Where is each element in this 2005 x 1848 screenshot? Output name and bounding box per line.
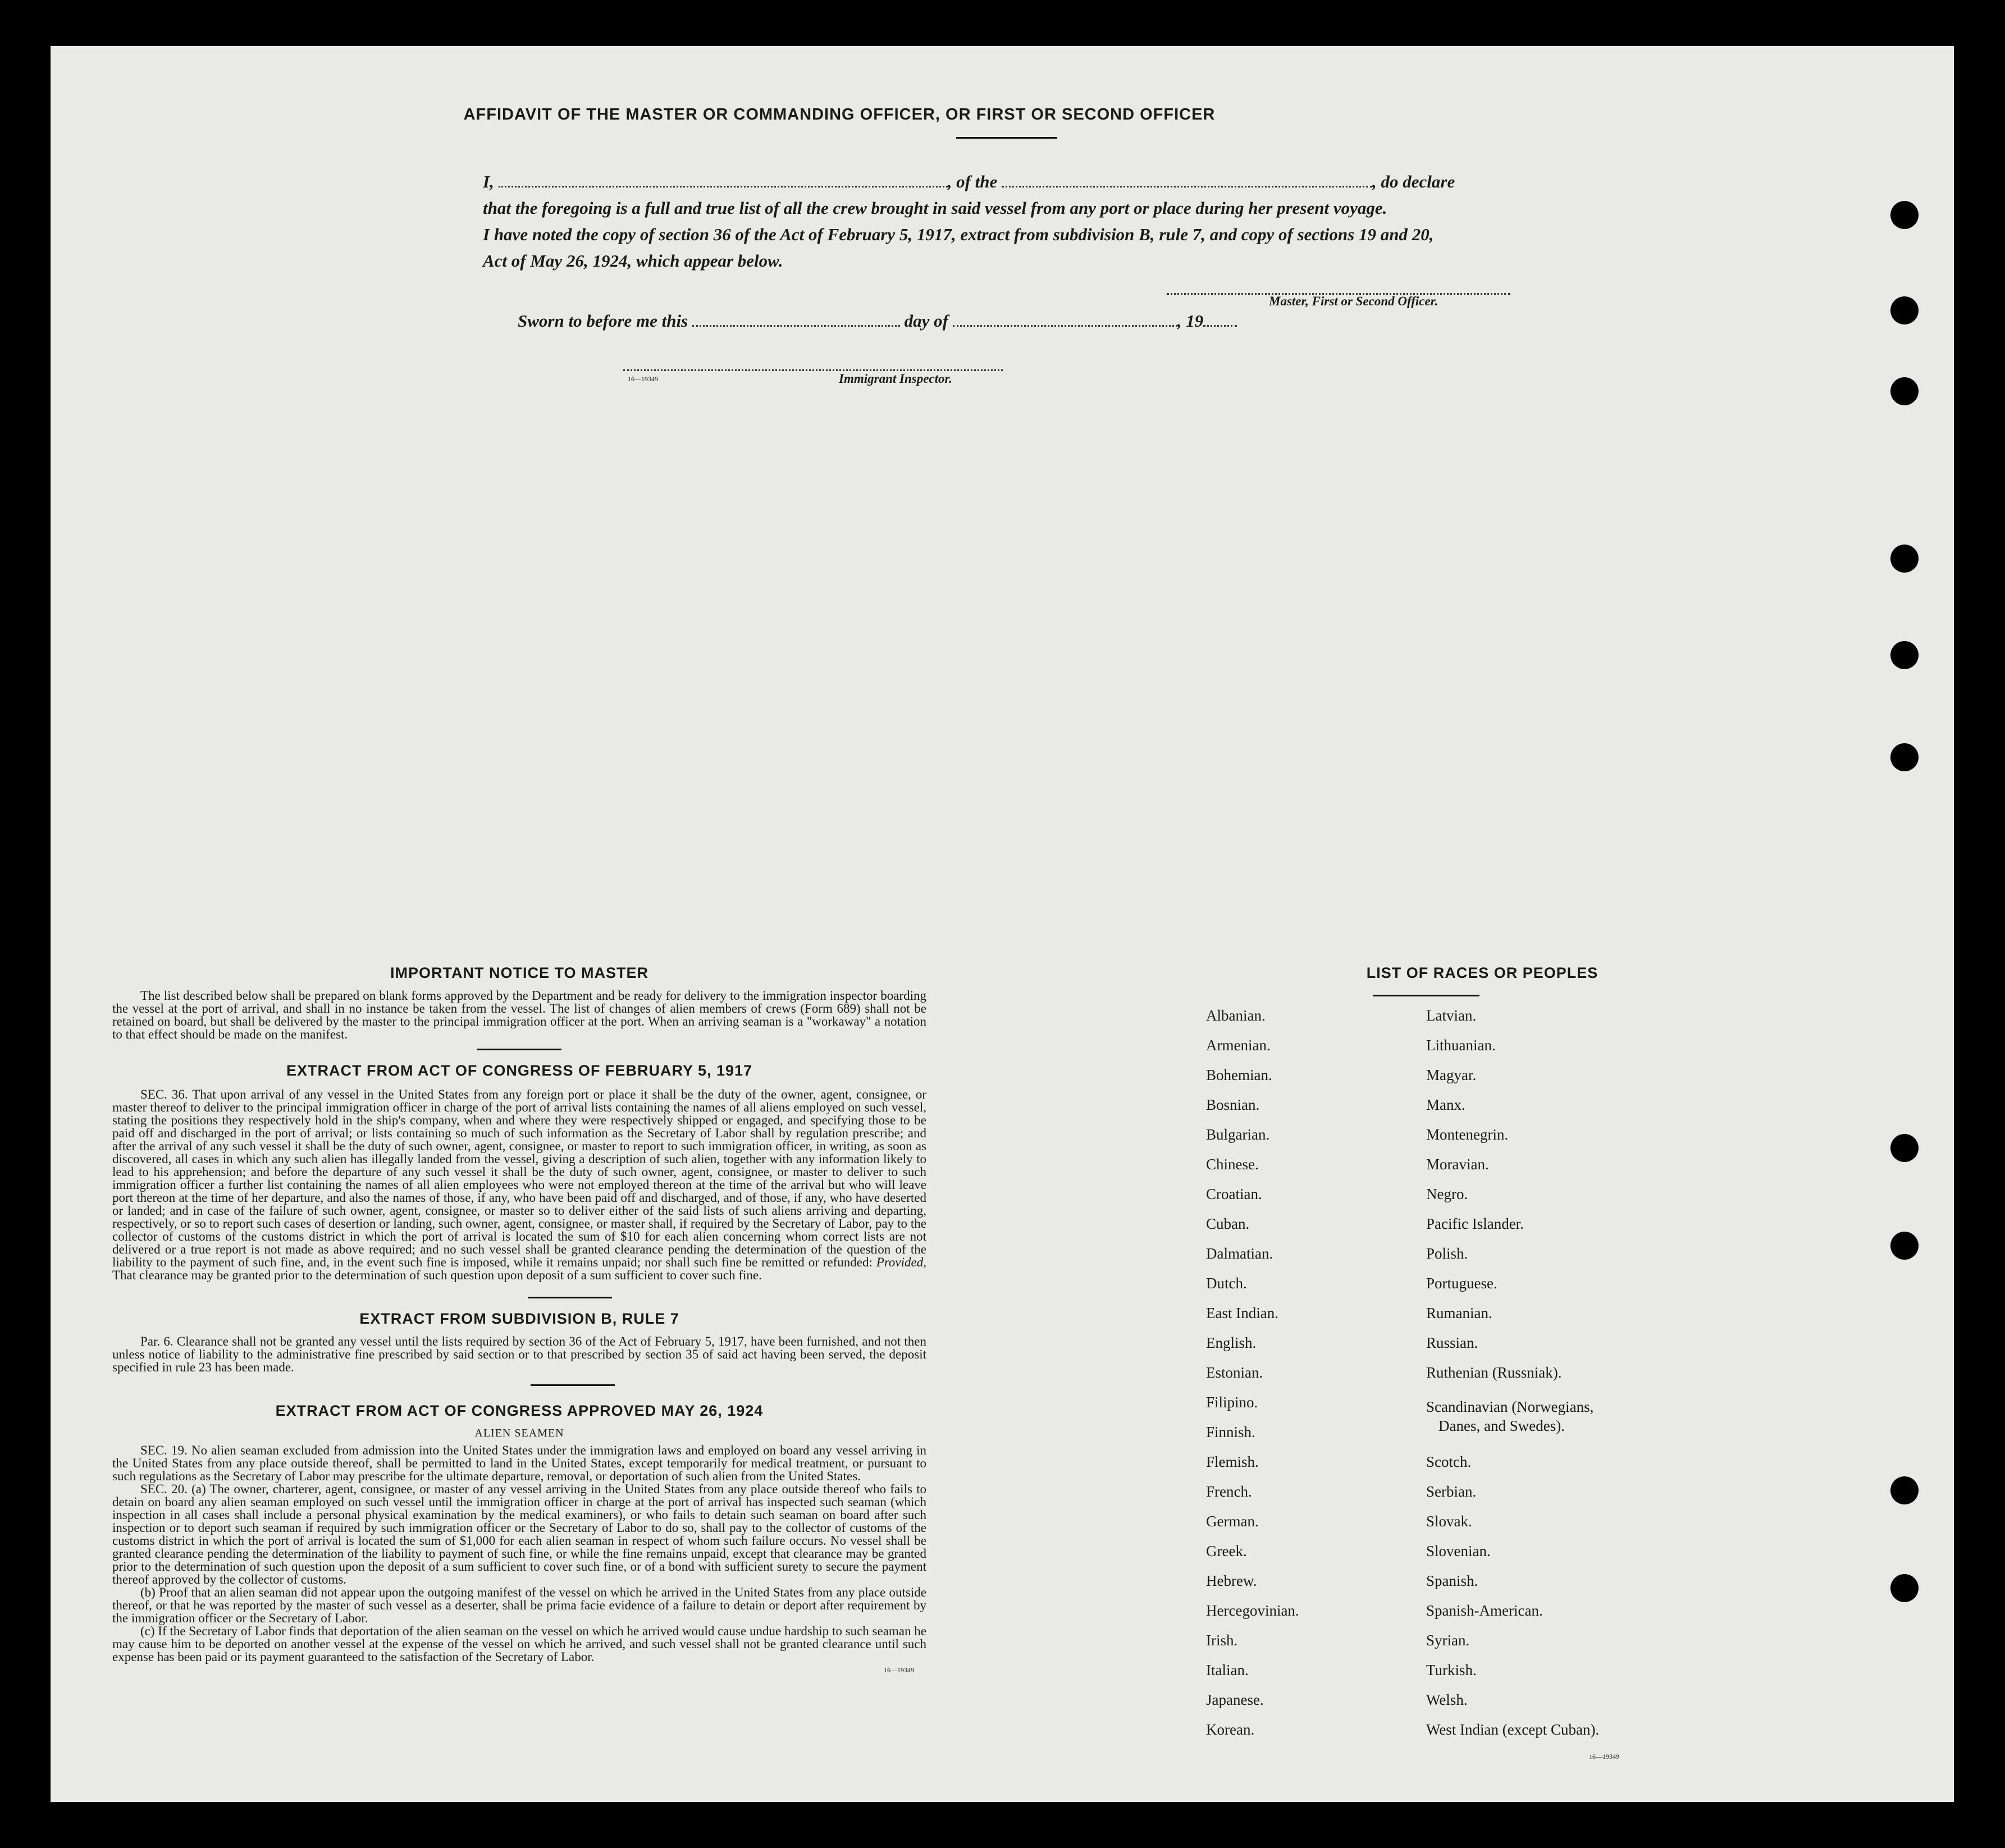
- section-rule: [477, 1049, 561, 1050]
- race-item: Bosnian.: [1206, 1096, 1260, 1113]
- race-item: Spanish-American.: [1426, 1602, 1543, 1619]
- races-column-2: [1426, 1007, 1599, 1751]
- punch-hole: [1890, 743, 1919, 771]
- races-title-rule: [1373, 995, 1479, 996]
- race-item: Slovenian.: [1426, 1543, 1491, 1559]
- punch-hole: [1890, 377, 1919, 405]
- rule-7-title: EXTRACT FROM SUBDIVISION B, RULE 7: [359, 1310, 679, 1327]
- race-item: Manx.: [1426, 1096, 1465, 1113]
- section-rule: [528, 1297, 612, 1298]
- affidavit-title: AFFIDAVIT OF THE MASTER OR COMMANDING OFFICER, OR FIRST OR SECOND OFFICER: [463, 106, 1216, 123]
- race-item: Syrian.: [1426, 1632, 1470, 1649]
- race-item: Hebrew.: [1206, 1572, 1257, 1589]
- race-item: Polish.: [1426, 1245, 1468, 1262]
- race-item: Hercegovinian.: [1206, 1602, 1299, 1619]
- race-item: Negro.: [1426, 1186, 1468, 1202]
- extract-1917-body: [112, 1088, 926, 1282]
- race-item: Cuban.: [1206, 1215, 1250, 1232]
- sworn-day-field[interactable]: [692, 325, 900, 327]
- race-item: French.: [1206, 1483, 1252, 1500]
- inspector-label: Immigrant Inspector.: [839, 372, 952, 386]
- race-item: Irish.: [1206, 1632, 1238, 1649]
- race-item: Slovak.: [1426, 1513, 1472, 1530]
- document-sheet: [51, 46, 1954, 1802]
- sworn-label: Sworn to before me this: [518, 311, 688, 331]
- race-item: Korean.: [1206, 1721, 1255, 1738]
- race-item: Montenegrin.: [1426, 1126, 1509, 1143]
- race-item: Finnish.: [1206, 1424, 1255, 1440]
- sworn-line: [518, 311, 1237, 331]
- race-item: Flemish.: [1206, 1453, 1259, 1470]
- punch-hole: [1890, 1232, 1919, 1260]
- notice-paragraph: The list described below shall be prepared on blank forms approved by the Department and be ready for delivery to the immigration inspector boarding the vessel at the port of arrival, and shall in no instance be taken from the vessel. The list of changes of alien members of crews (Form 689) shall not be retained on board, but shall be delivered by the master to the principal immigration officer at the port. When an arriving seaman is a "workaway" a notation to that effect should be made on the manifest.: [112, 989, 926, 1041]
- sworn-year-prefix: , 19: [1177, 311, 1204, 331]
- notice-body: [112, 989, 926, 1041]
- declaration-line-1: [483, 168, 1583, 195]
- race-item: Lithuanian.: [1426, 1037, 1496, 1054]
- section-rule: [531, 1384, 615, 1386]
- vessel-name-field[interactable]: [1002, 186, 1372, 187]
- declaration-of: , of the: [947, 172, 998, 191]
- declaration-line-2: that the foregoing is a full and true list of all the crew brought in said vessel from any port or place during her present voyage.: [483, 198, 1387, 218]
- rule-7-paragraph: Par. 6. Clearance shall not be granted any vessel until the lists required by section 36 of the Act of February 5, 1917, have been furnished, and not then unless notice of liability to the administrative fine prescribed by said section or to that prescribed by section 35 of said act having been served, the deposit specified in rule 23 has been made.: [112, 1334, 926, 1374]
- declaration-i: I,: [483, 172, 494, 191]
- punch-hole: [1890, 1134, 1919, 1162]
- race-item: Magyar.: [1426, 1067, 1477, 1083]
- declaration-line-3: I have noted the copy of section 36 of the Act of February 5, 1917, extract from subdivision B, rule 7, and copy of sections 19 and 20,: [483, 225, 1434, 244]
- master-signature-field[interactable]: [1167, 282, 1510, 295]
- race-item: West Indian (except Cuban).: [1426, 1721, 1600, 1738]
- race-item: Dutch.: [1206, 1275, 1247, 1292]
- race-item: Welsh.: [1426, 1691, 1468, 1708]
- race-item: Greek.: [1206, 1543, 1247, 1559]
- affidavit-form-number: 16—19349: [628, 375, 658, 383]
- punch-hole: [1890, 201, 1919, 229]
- punch-hole: [1890, 545, 1919, 573]
- race-item: Moravian.: [1426, 1156, 1489, 1173]
- race-item: Spanish.: [1426, 1572, 1478, 1589]
- race-item: Bulgarian.: [1206, 1126, 1270, 1143]
- race-item: Portuguese.: [1426, 1275, 1497, 1292]
- race-item: Scotch.: [1426, 1453, 1472, 1470]
- section-20b-paragraph: (b) Proof that an alien seaman did not appear upon the outgoing manifest of the vessel on which he arrived in the United States from any place outside thereof, or that he was reported by the master of such vessel as a deserter, shall be prima facie evidence of a failure to detain or deport after requirement by the immigration officer or the Secretary of Labor.: [112, 1585, 926, 1625]
- race-item: Albanian.: [1206, 1007, 1266, 1024]
- races-form-number: 16—19349: [1589, 1753, 1619, 1760]
- sworn-year-field[interactable]: [1203, 325, 1237, 327]
- race-item: Estonian.: [1206, 1364, 1263, 1381]
- race-item: Ruthenian (Russniak).: [1426, 1364, 1562, 1381]
- race-item: Filipino.: [1206, 1394, 1258, 1411]
- race-item: English.: [1206, 1334, 1257, 1351]
- race-item: Dalmatian.: [1206, 1245, 1273, 1262]
- extract-1924-title: EXTRACT FROM ACT OF CONGRESS APPROVED MAY 26, 1924: [275, 1402, 764, 1419]
- punch-hole: [1890, 1574, 1919, 1602]
- race-item-scandinavian: Scandinavian (Norwegians, Danes, and Swedes).: [1426, 1398, 1594, 1434]
- section-19-paragraph: SEC. 19. No alien seaman excluded from admission into the United States under the immigration laws and employed on board any vessel arriving in the United States from any place outside thereof, shall be permitted to land in the United States, except temporarily for medical treatment, or pursuant to such regulations as the Secretary of Labor may prescribe for the ultimate departure, removal, or deportation of such alien from the United States.: [112, 1443, 926, 1483]
- races-column-1: [1206, 1007, 1299, 1751]
- race-item: Croatian.: [1206, 1186, 1262, 1202]
- race-item: Rumanian.: [1426, 1305, 1492, 1321]
- race-item: Turkish.: [1426, 1662, 1477, 1678]
- extract-1924-subtitle: ALIEN SEAMEN: [474, 1427, 564, 1439]
- sworn-month-field[interactable]: [953, 325, 1177, 327]
- declaration-end: , do declare: [1372, 172, 1455, 191]
- declaration-line-4: Act of May 26, 1924, which appear below.: [483, 251, 783, 271]
- race-item: East Indian.: [1206, 1305, 1278, 1321]
- race-item: Armenian.: [1206, 1037, 1271, 1054]
- race-item: Latvian.: [1426, 1007, 1477, 1024]
- races-title: LIST OF RACES OR PEOPLES: [1366, 964, 1598, 981]
- punch-hole: [1890, 296, 1919, 324]
- punch-hole: [1890, 641, 1919, 669]
- rule-7-body: [112, 1335, 926, 1374]
- affidavit-declaration: [483, 168, 1583, 274]
- section-20a-paragraph: SEC. 20. (a) The owner, charterer, agent, consignee, or master of any vessel arriving in the United States from any place outside thereof who fails to detain on board any alien seaman employed on such vessel until the immigration officer in charge at the port of arrival has inspected such seaman (which inspection in all cases shall include a personal physical examination by the medical examiners), or who fails to detain such seaman on board after such inspection or to deport such seaman if required by such immigration officer or the Secretary of Labor to do so, shall pay to the collector of customs of the customs district in which the port of arrival is located the sum of $1,000 for each alien seaman in respect of whom such failure occurs. No vessel shall be granted clearance pending the determination of the liability to payment of such fine, or while the fine remains unpaid, except that clearance may be granted prior to the determination of such question upon the deposit of a sum sufficient to cover such fine, or of a bond with sufficient surety to secure the payment thereof approved by the collector of customs.: [112, 1482, 926, 1586]
- punch-hole: [1890, 1476, 1919, 1504]
- notice-form-number: 16—19349: [884, 1666, 914, 1674]
- declarant-name-field[interactable]: [499, 186, 948, 187]
- race-item: German.: [1206, 1513, 1259, 1530]
- master-signature-label: Master, First or Second Officer.: [1269, 294, 1438, 308]
- extract-1917-title: EXTRACT FROM ACT OF CONGRESS OF FEBRUARY 5, 1917: [286, 1062, 753, 1079]
- extract-1924-body: [112, 1444, 926, 1663]
- race-item: Bohemian.: [1206, 1067, 1272, 1083]
- race-item: Serbian.: [1426, 1483, 1477, 1500]
- affidavit-title-rule: [956, 137, 1057, 139]
- section-36-paragraph: SEC. 36. That upon arrival of any vessel in the United States from any foreign port or place it shall be the duty of the owner, agent, consignee, or master thereof to deliver to the principal immigration officer in charge of the port of arrival lists containing the names of all aliens employed on such vessel, stating the positions they respectively hold in the ship's company, when and where they were respectively shipped or engaged, and specifying those to be paid off and discharged in the port of arrival; or lists containing so much of such information as the Secretary of Labor shall by regulation prescribe; and after the arrival of any such vessel it shall be the duty of such owner, agent, consignee, or master to report to such immigration officer, in writing, as soon as discovered, all cases in which any such alien has illegally landed from the vessel, giving a description of such alien, together with any information likely to lead to his apprehension; and before the departure of any such vessel it shall be the duty of such owner, agent, consignee, or master to deliver to such immigration officer a further list containing the names of all alien employees who were not employed thereon at the time of the arrival but who will leave port thereon at the time of her departure, and also the names of those, if any, who have been paid off and discharged, and of those, if any, who have deserted or landed; and in case of the failure of such owner, agent, consignee, or master so to deliver either of the said lists of such aliens arriving and departing, respectively, or so to report such cases of desertion or landing, such owner, agent, consignee, or master shall, if required by the Secretary of Labor, pay to the collector of customs of the customs district in which the port of arrival is located the sum of $10 for each alien concerning whom correct lists are not delivered or a true report is not made as above required; and no such vessel shall be granted clearance pending the determination of the question of the liability to the payment of such fine, and, in the event such fine is imposed, while it remains unpaid; nor shall such fine be remitted or refunded: Provided, That clearance may be granted prior to the determination of such question upon deposit of a sum sufficient to cover such fine.: [112, 1087, 926, 1282]
- race-item: Japanese.: [1206, 1691, 1264, 1708]
- section-20c-paragraph: (c) If the Secretary of Labor finds that deportation of the alien seaman on the vessel on which he arrived would cause undue hardship to such seaman he may cause him to be deported on another vessel at the expense of the vessel on which he arrived, and such vessel shall not be granted clearance until such expense has been paid or its payment guaranteed to the satisfaction of the Secretary of Labor.: [112, 1624, 926, 1664]
- race-item: Chinese.: [1206, 1156, 1259, 1173]
- sworn-day-of: day of: [904, 311, 948, 331]
- inspector-signature-field[interactable]: [623, 360, 1003, 371]
- race-item: Italian.: [1206, 1662, 1249, 1678]
- race-item: Russian.: [1426, 1334, 1478, 1351]
- race-item: Pacific Islander.: [1426, 1215, 1524, 1232]
- notice-title: IMPORTANT NOTICE TO MASTER: [390, 964, 648, 981]
